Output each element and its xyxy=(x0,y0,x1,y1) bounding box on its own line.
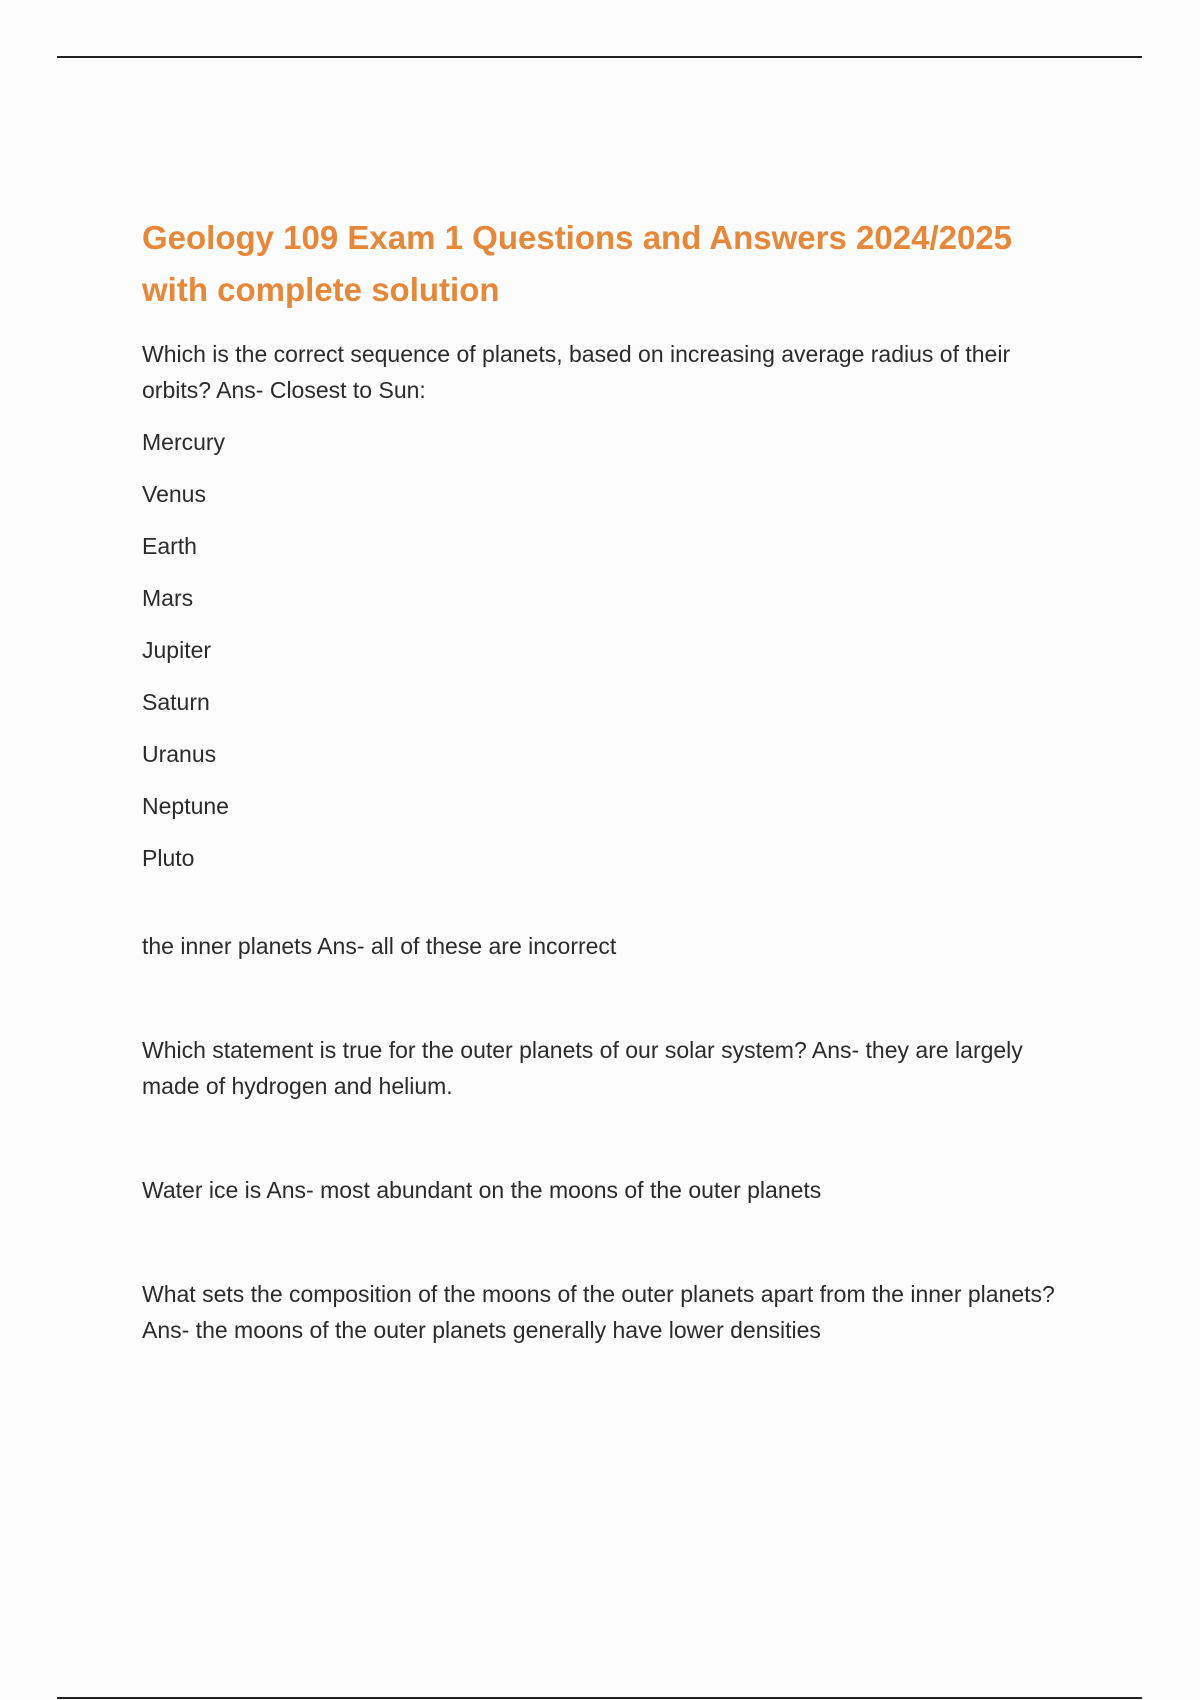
list-item: Jupiter xyxy=(142,637,212,663)
list-item: Saturn xyxy=(142,689,210,715)
question-3: Which statement is true for the outer planets of our solar system? Ans- they are largely made of hydrogen and helium. xyxy=(142,1037,1023,1099)
list-item: Earth xyxy=(142,533,197,559)
list-item: Neptune xyxy=(142,793,229,819)
list-item: Pluto xyxy=(142,845,195,871)
document-body xyxy=(142,212,1082,1348)
list-item: Mars xyxy=(142,585,194,611)
document-title: Geology 109 Exam 1 Questions and Answers 2024/2025 with complete solution xyxy=(142,219,1013,308)
list-item: Mercury xyxy=(142,429,226,455)
question-1: Which is the correct sequence of planets, based on increasing average radius of their orbits? Ans- Closest to Sun: xyxy=(142,341,1011,403)
question-5: What sets the composition of the moons of the outer planets apart from the inner planets? Ans- the moons of the outer planets generally have lower densities xyxy=(142,1281,1055,1343)
list-item: Uranus xyxy=(142,741,217,767)
question-2: the inner planets Ans- all of these are incorrect xyxy=(142,933,617,959)
bottom-rule xyxy=(57,1697,1142,1699)
question-4: Water ice is Ans- most abundant on the moons of the outer planets xyxy=(142,1177,822,1203)
planet-list xyxy=(142,424,1082,876)
list-item: Venus xyxy=(142,481,206,507)
top-rule xyxy=(57,56,1142,58)
